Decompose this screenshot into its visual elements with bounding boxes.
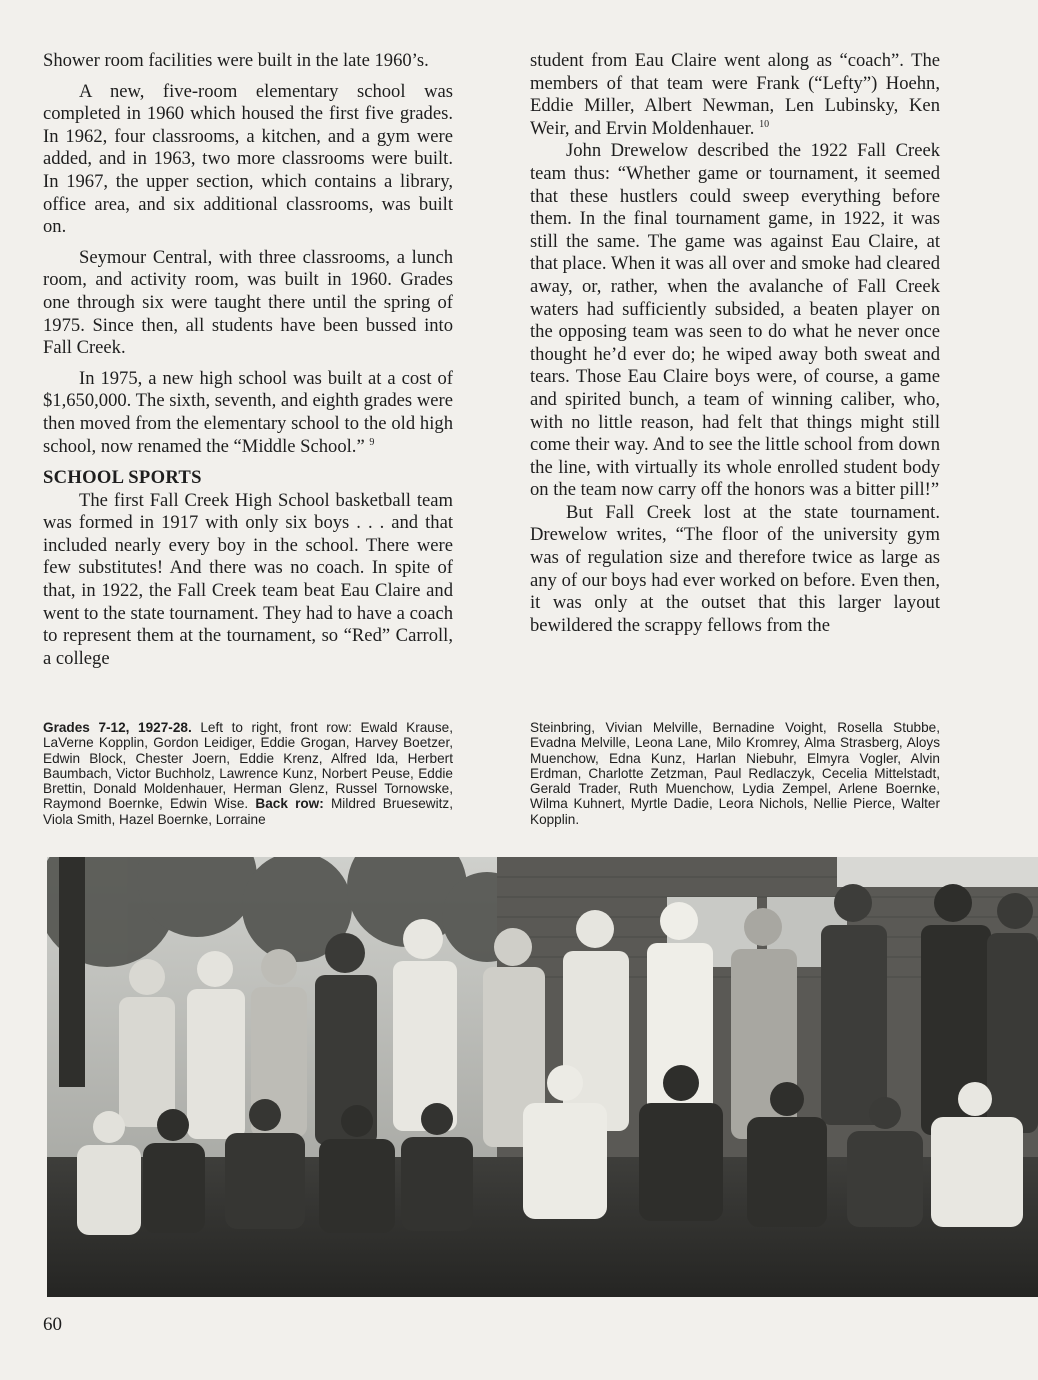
paragraph-text: student from Eau Claire went along as “coach”. The members of that team were Frank (“Lefty”) Hoehn, Eddie Miller, Albert Newman, Len Lubinsky, Ken Weir, and Ervin Moldenhauer. — [530, 50, 940, 139]
paragraph-text: In 1975, a new high school was built at a cost of $1,650,000. The sixth, seventh, and eighth grades were then moved from the elementary school to the old high school, now renamed the “Middle School.” — [43, 367, 453, 457]
paragraph: Shower room facilities were built in the late 1960’s. — [43, 50, 429, 71]
paragraph — [43, 368, 453, 458]
right-column — [530, 50, 940, 637]
paragraph: John Drewelow described the 1922 Fall Creek team thus: “Whether game or tournament, it seemed that these hustlers could sweep everything before them. In the final tournament game, in 1922, it was still the same. The game was against Eau Claire, at that place. When it was all over and smoke had cleared away, or, rather, when the avalanche of Fall Creek waters had sufficiently subsided, a beaten player on the opposing team was seen to do what he never once thought he’d ever do; he wiped away both sweat and tears. Those Eau Claire boys were, of course, a game and spirited bunch, a team of winning caliber, who, with no little reason, had felt that things might still come their way. And to see the little school from down the line, with virtually its whole enrolled student body on the team now carry off the honors was a bitter pill!” — [530, 140, 940, 501]
left-column — [43, 50, 453, 670]
caption-front-row: Left to right, front row: Ewald Krause, LaVerne Kopplin, Gordon Leidiger, Eddie Grogan, Harvey Boetzer, Edwin Block, Chester Joern, Eddie Krenz, Alfred Ida, Herbert Baumbach, Victor Buchholz, Lawrence Kunz, Norbert Peuse, Eddie Brettin, Donald Moldenhauer, Herman Glenz, Russel Tornowske, Raymond Boernke, Edwin Wise. — [43, 720, 453, 812]
caption-back-row: Mildred Bruesewitz, Viola Smith, Hazel Boernke, Lorraine — [43, 796, 453, 827]
paragraph: Seymour Central, with three classrooms, a lunch room, and activity room, was built in 1960. Grades one through six were taught there until the spring of 1975. Since then, all students have been bussed into Fall Creek. — [43, 246, 453, 359]
class-photo — [47, 857, 1038, 1297]
page-number: 60 — [43, 1314, 62, 1335]
caption-title: Grades 7-12, 1927-28. — [43, 720, 192, 735]
footnote-ref: 10 — [759, 118, 770, 130]
paragraph: But Fall Creek lost at the state tournament. Drewelow writes, “The floor of the university gym was of regulation size and therefore twice as large as any of our boys had ever worked on before. Even then, it was only at the outset that this larger layout bewildered the scrappy fellows from the — [530, 501, 940, 636]
caption-back-label: Back row: — [255, 796, 324, 812]
photo-caption — [43, 720, 453, 827]
section-heading: SCHOOL SPORTS — [43, 467, 202, 489]
paragraph: The first Fall Creek High School basketball team was formed in 1917 with only six boys . . . and that included nearly every boy in the school. There were few substitutes! And there was no coach. In spite of that, in 1922, the Fall Creek team beat Eau Claire and went to the state tournament. They had to have a coach to represent them at the tournament, so “Red” Carroll, a college — [43, 489, 453, 669]
paragraph — [530, 50, 940, 140]
paragraph: A new, five-room elementary school was completed in 1960 which housed the first five grades. In 1962, four classrooms, a kitchen, and a gym were added, and in 1963, two more classrooms were built. In 1967, the upper section, which contains a library, office area, and six additional classrooms, was built on. — [43, 80, 453, 238]
footnote-ref: 9 — [369, 436, 375, 448]
class-photo-illustration — [47, 857, 1038, 1297]
photo-caption-continued: Steinbring, Vivian Melville, Bernadine Voight, Rosella Stubbe, Evadna Melville, Leona Lane, Milo Kromrey, Alma Strasberg, Aloys Muenchow, Edna Kunz, Harlan Niebuhr, Elmyra Vogler, Alvin Erdman, Charlotte Zetzman, Paul Redlaczyk, Cecelia Mittelstadt, Gerald Trader, Ruth Muenchow, Lydia Zempel, Arlene Boernke, Wilma Kuhnert, Myrtle Dadie, Leora Nichols, Nellie Pierce, Walter Kopplin. — [530, 720, 940, 827]
